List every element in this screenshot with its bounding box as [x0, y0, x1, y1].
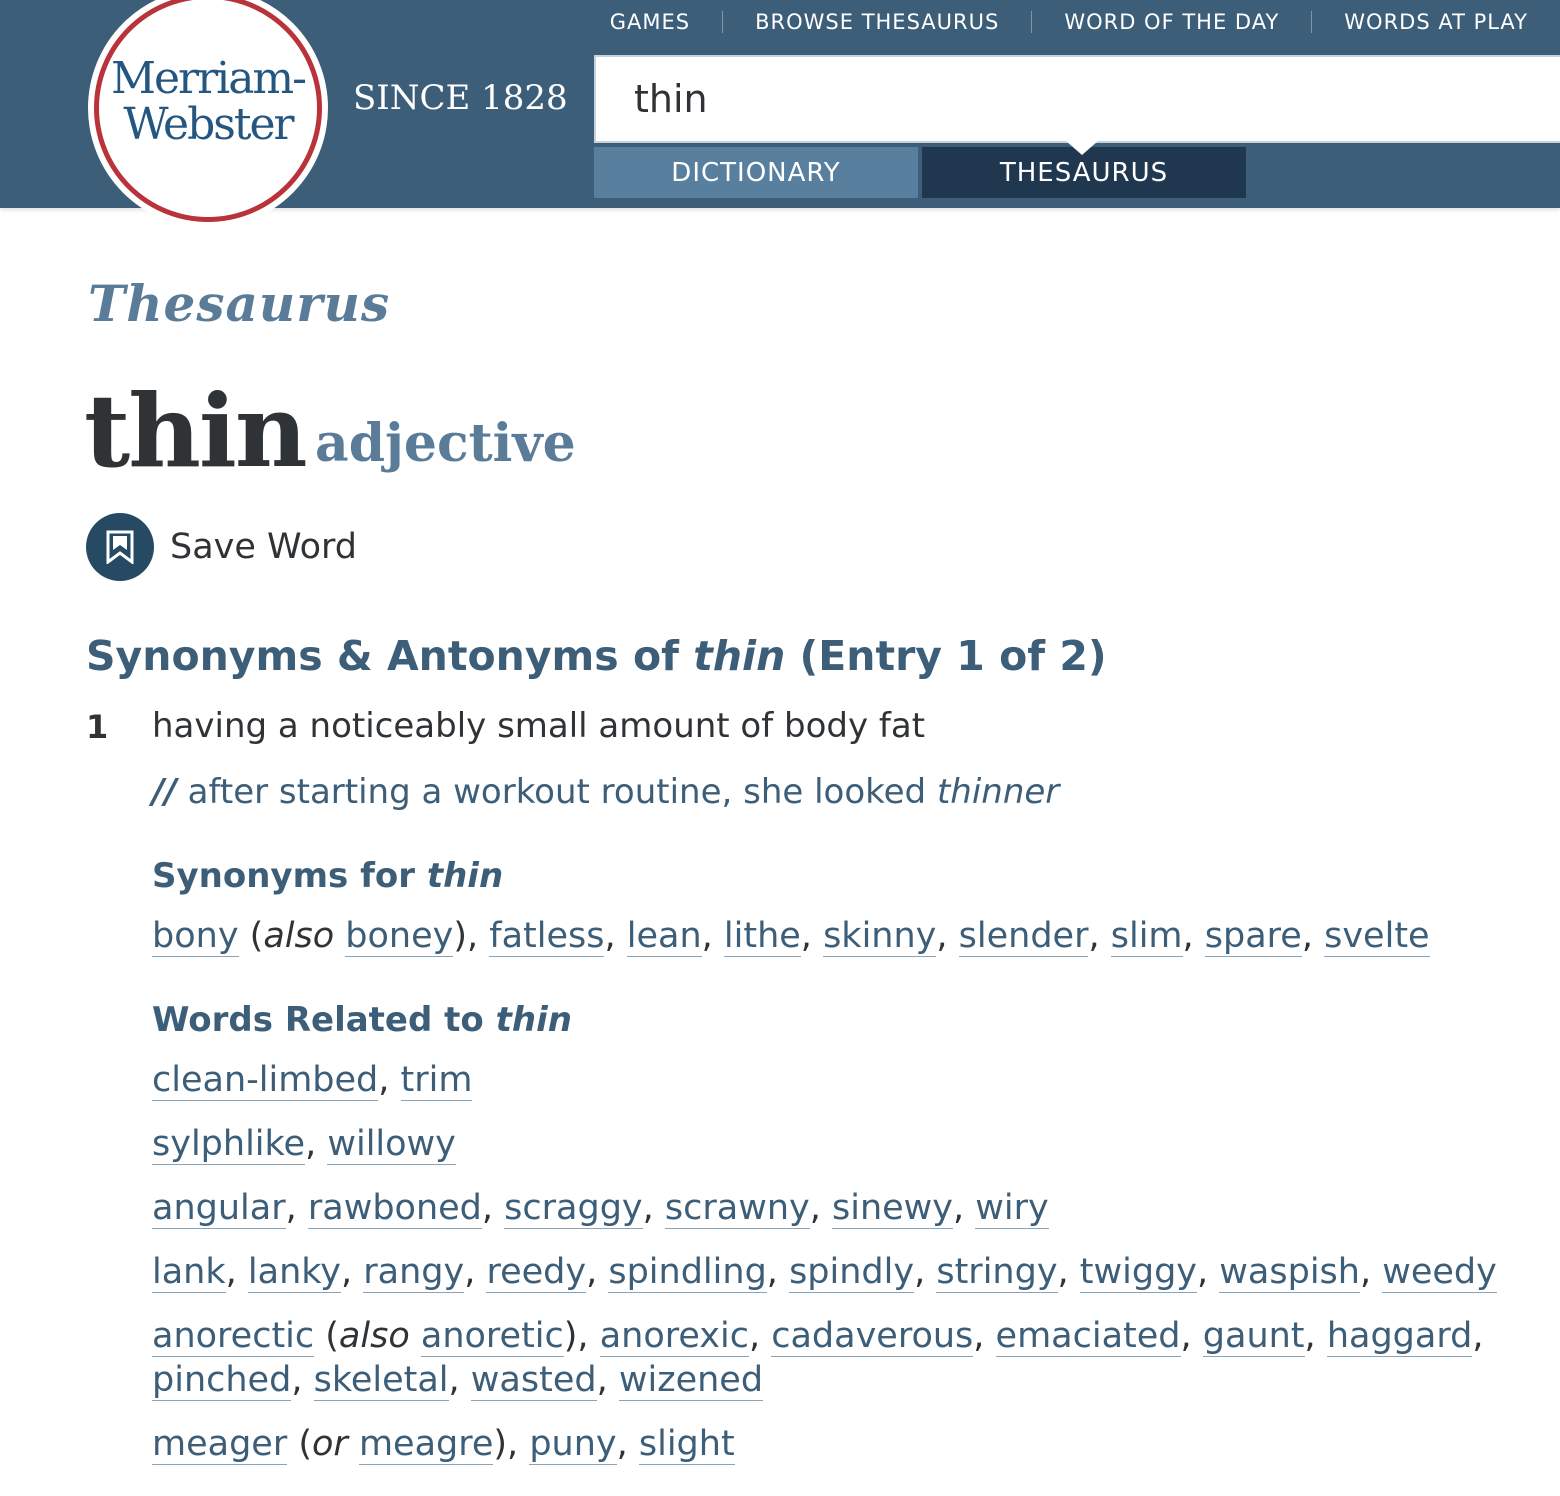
related-word-link[interactable]: spindly — [789, 1252, 915, 1292]
related-group-4: lank, lanky, rangy, reedy, spindling, spindly, stringy, twiggy, waspish, weedy — [152, 1252, 1497, 1292]
variant-note: also — [263, 916, 335, 956]
related-word-link[interactable]: meager — [152, 1424, 288, 1464]
synonyms-antonyms-heading — [86, 632, 1107, 680]
synonym-link[interactable]: skinny — [823, 916, 937, 956]
tab-dictionary[interactable]: DICTIONARY — [594, 147, 918, 198]
synonym-link[interactable]: svelte — [1324, 916, 1430, 956]
variant-note: also — [338, 1316, 410, 1356]
related-word-link[interactable]: clean-limbed — [152, 1060, 379, 1100]
related-word-link[interactable]: haggard — [1326, 1316, 1473, 1356]
related-group-3: angular, rawboned, scraggy, scrawny, sinewy, wiry — [152, 1188, 1049, 1228]
related-word-link[interactable]: weedy — [1382, 1252, 1497, 1292]
variant-note: or — [312, 1424, 348, 1464]
save-word-label: Save Word — [170, 527, 357, 567]
related-word-link[interactable]: rangy — [363, 1252, 465, 1292]
related-group-2: sylphlike, willowy — [152, 1124, 456, 1164]
definition-text: having a noticeably small amount of body fat — [152, 706, 926, 746]
related-word-link[interactable]: twiggy — [1079, 1252, 1198, 1292]
related-word-link[interactable]: spindling — [608, 1252, 767, 1292]
related-word-link[interactable]: anorectic — [152, 1316, 315, 1356]
logo-line-1: Merriam- — [110, 53, 306, 104]
since-tagline: SINCE 1828 — [353, 78, 568, 118]
related-word-link[interactable]: angular — [152, 1188, 286, 1228]
synonym-link[interactable]: spare — [1204, 916, 1302, 956]
synonym-link[interactable]: slim — [1110, 916, 1183, 956]
related-word-link[interactable]: gaunt — [1202, 1316, 1305, 1356]
related-word-link[interactable]: puny — [529, 1424, 617, 1464]
related-word-link[interactable]: anorexic — [599, 1316, 749, 1356]
heading-suffix: (Entry 1 of 2) — [785, 632, 1107, 680]
related-word-link[interactable]: stringy — [936, 1252, 1058, 1292]
related-word-link[interactable]: lank — [152, 1252, 226, 1292]
example-word: thinner — [936, 772, 1060, 812]
related-word-link[interactable]: scrawny — [664, 1188, 810, 1228]
heading-word: thin — [693, 632, 786, 680]
section-label: Thesaurus — [88, 274, 391, 333]
heading-prefix: Synonyms & Antonyms of — [86, 632, 694, 680]
synonym-list: bony (also boney), fatless, lean, lithe, skinny, slender, slim, spare, svelte — [152, 916, 1430, 956]
related-word-link[interactable]: reedy — [486, 1252, 587, 1292]
nav-word-of-the-day[interactable]: WORD OF THE DAY — [1064, 10, 1280, 34]
sense-number: 1 — [86, 708, 109, 746]
synonym-link[interactable]: slender — [958, 916, 1089, 956]
site-header — [0, 0, 1560, 208]
active-tab-caret-icon — [1066, 141, 1098, 155]
bookmark-icon — [86, 513, 154, 581]
search-input[interactable] — [634, 73, 1534, 125]
part-of-speech[interactable]: adjective — [315, 413, 576, 474]
related-word-link[interactable]: meagre — [358, 1424, 494, 1464]
related-word-link[interactable]: anoretic — [420, 1316, 564, 1356]
related-word-link[interactable]: wiry — [975, 1188, 1049, 1228]
tab-thesaurus[interactable]: THESAURUS — [922, 147, 1246, 198]
related-group-5-line-2: pinched, skeletal, wasted, wizened — [152, 1360, 764, 1400]
top-navigation — [578, 0, 1560, 44]
related-word-link[interactable]: wasted — [470, 1360, 597, 1400]
synonym-link[interactable]: fatless — [489, 916, 605, 956]
related-heading-prefix: Words Related to — [152, 1000, 496, 1040]
synonyms-heading — [152, 856, 503, 896]
nav-words-at-play[interactable]: WORDS AT PLAY — [1344, 10, 1528, 34]
related-word-link[interactable]: waspish — [1219, 1252, 1360, 1292]
related-word-link[interactable]: cadaverous — [771, 1316, 974, 1356]
related-word-link[interactable]: scraggy — [504, 1188, 643, 1228]
example-sentence — [152, 772, 1059, 812]
example-marker: // — [152, 772, 177, 812]
related-word-link[interactable]: rawboned — [307, 1188, 482, 1228]
related-words-heading — [152, 1000, 572, 1040]
related-word-link[interactable]: lanky — [247, 1252, 341, 1292]
related-word-link[interactable]: skeletal — [313, 1360, 449, 1400]
example-text: after starting a workout routine, she looked — [176, 772, 937, 812]
related-word-link[interactable]: wizened — [618, 1360, 764, 1400]
related-heading-word: thin — [495, 1000, 572, 1040]
merriam-webster-logo[interactable] — [88, 0, 328, 228]
synonyms-heading-prefix: Synonyms for — [152, 856, 427, 896]
related-word-link[interactable]: sylphlike — [152, 1124, 306, 1164]
related-word-link[interactable]: slight — [638, 1424, 735, 1464]
search-box — [594, 55, 1560, 143]
nav-browse-thesaurus[interactable]: BROWSE THESAURUS — [755, 10, 1000, 34]
save-word-button[interactable] — [86, 513, 357, 581]
logo-line-2: Webster — [123, 99, 293, 150]
related-word-link[interactable]: willowy — [327, 1124, 456, 1164]
related-group-1: clean-limbed, trim — [152, 1060, 473, 1100]
related-word-link[interactable]: sinewy — [832, 1188, 954, 1228]
synonym-link[interactable]: lithe — [723, 916, 801, 956]
synonyms-heading-word: thin — [426, 856, 504, 896]
logo-text — [90, 53, 326, 150]
synonym-link[interactable]: bony — [152, 916, 239, 956]
synonym-link[interactable]: boney — [345, 916, 454, 956]
related-group-5-line-1: anorectic (also anoretic), anorexic, cadaverous, emaciated, gaunt, haggard, — [152, 1316, 1484, 1356]
related-word-link[interactable]: pinched — [152, 1360, 292, 1400]
headword: thin — [84, 372, 306, 490]
synonym-link[interactable]: lean — [626, 916, 702, 956]
nav-games[interactable]: GAMES — [609, 10, 691, 34]
related-group-6: meager (or meagre), puny, slight — [152, 1424, 735, 1464]
related-word-link[interactable]: emaciated — [995, 1316, 1181, 1356]
related-word-link[interactable]: trim — [400, 1060, 473, 1100]
